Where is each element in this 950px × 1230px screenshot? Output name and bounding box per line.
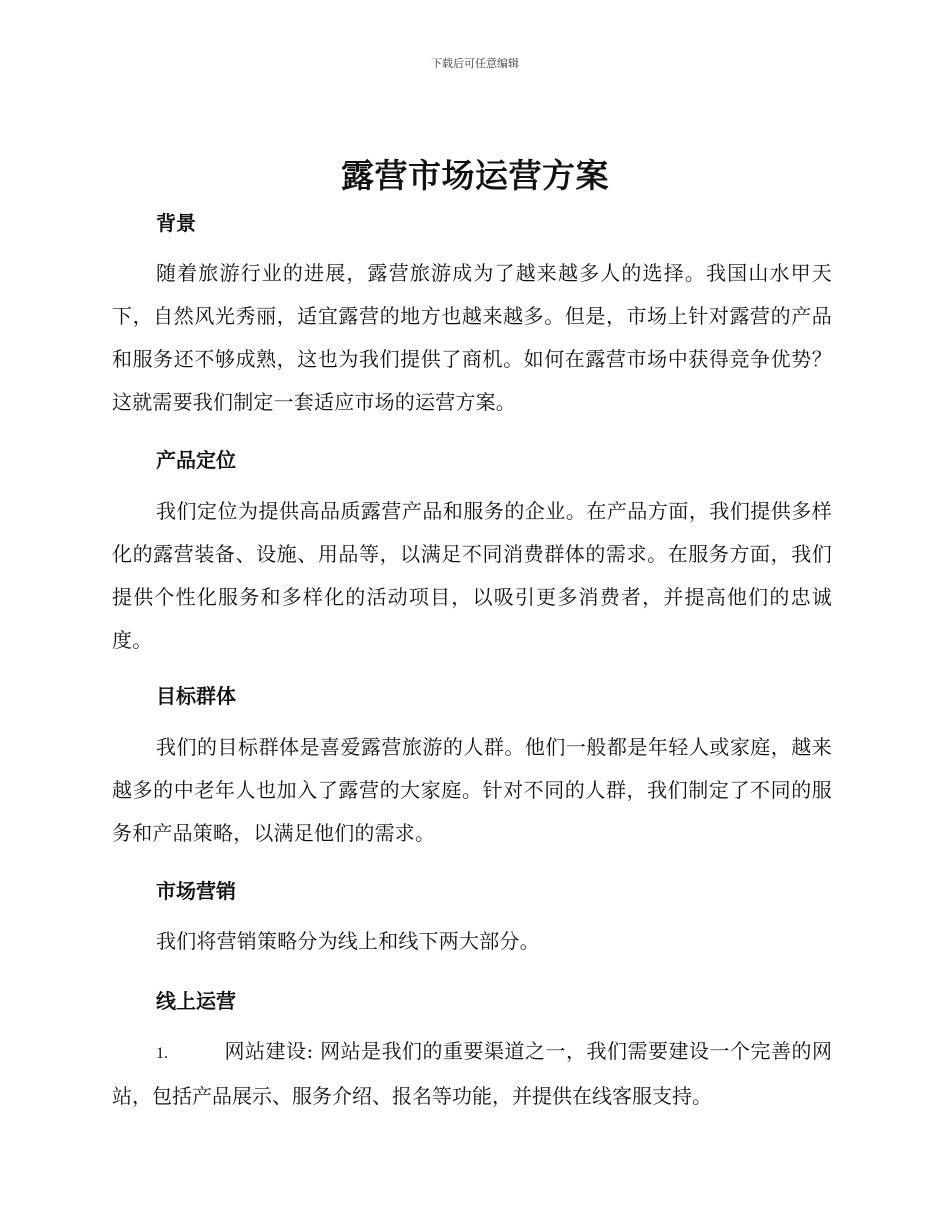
section-paragraph-target-group: 我们的目标群体是喜爱露营旅游的人群。他们一般都是年轻人或家庭，越来越多的中老年人也加入了露营的大家庭。针对不同的人群，我们制定了不同的服务和产品策略，以满足他们的需求。 [112,735,832,845]
page-title: 露营市场运营方案 [341,156,609,195]
list-item-text: 网站建设: 网站是我们的重要渠道之一，我们需要建设一个完善的网站，包括产品展示、服务介绍、报名等功能，并提供在线客服支持。 [112,1039,832,1108]
section-heading-product-positioning: 产品定位 [156,448,236,472]
list-item-number: 1. [156,1045,168,1062]
section-heading-online-operations: 线上运营 [156,989,236,1013]
section-heading-background: 背景 [156,211,196,235]
header-note: 下载后可任意编辑 [431,57,519,70]
section-paragraph-marketing: 我们将营销策略分为线上和线下两大部分。 [156,929,540,953]
section-heading-target-group: 目标群体 [156,684,236,708]
section-paragraph-product-positioning: 我们定位为提供高品质露营产品和服务的企业。在产品方面，我们提供多样化的露营装备、设施、用品等，以满足不同消费群体的需求。在服务方面，我们提供个性化服务和多样化的活动项目，以吸引更多消费者，并提高他们的忠诚度。 [112,499,832,652]
section-heading-marketing: 市场营销 [156,879,236,903]
section-paragraph-background: 随着旅游行业的进展，露营旅游成为了越来越多人的选择。我国山水甲天下，自然风光秀丽，适宜露营的地方也越来越多。但是，市场上针对露营的产品和服务还不够成熟，这也为我们提供了商机。如何在露营市场中获得竞争优势？这就需要我们制定一套适应市场的运营方案。 [112,261,832,414]
list-item [112,1030,832,1118]
